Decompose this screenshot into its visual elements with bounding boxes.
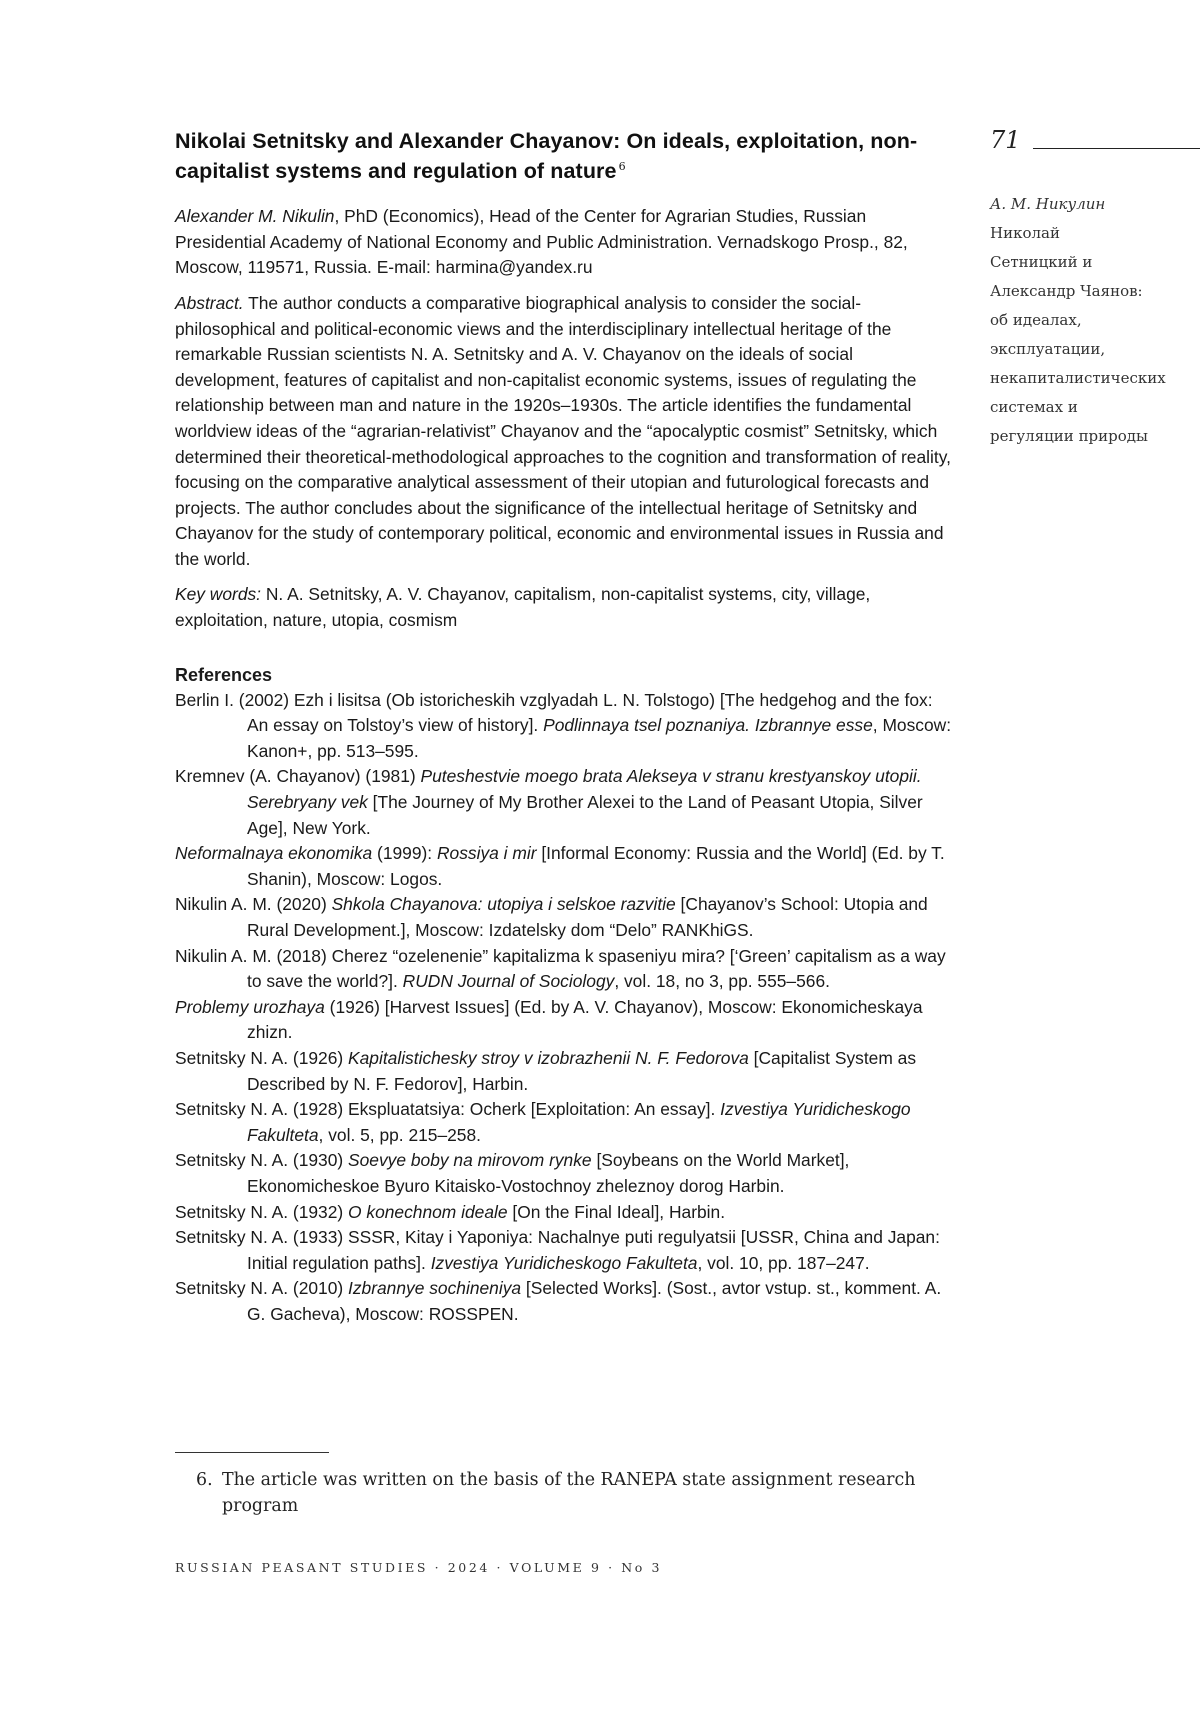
reference-item — [175, 995, 955, 1046]
ref-text: [Soybeans on the World Market], Ekonomicheskoe Byuro Kitaisko-Vostochnoy zheleznoy dorog Harbin. — [247, 1150, 850, 1196]
ref-title: Shkola Chayanova: utopiya i selskoe razvitie — [331, 894, 676, 915]
ref-text: Setnitsky N. A. (1932) — [175, 1201, 349, 1222]
reference-item — [175, 1097, 955, 1148]
keywords — [175, 582, 955, 633]
reference-item — [175, 1200, 955, 1226]
title-footnote-mark[interactable]: 6 — [618, 160, 626, 173]
ref-text: Setnitsky N. A. (1930) — [175, 1150, 349, 1171]
ref-text: [Selected Works]. (Sost., avtor vstup. st., komment. A. G. Gacheva), Moscow: ROSSPEN. — [247, 1278, 942, 1324]
ref-text: Nikulin A. M. (2020) — [175, 894, 332, 915]
ref-text: (1926) [Harvest Issues] (Ed. by A. V. Chayanov), Moscow: Ekonomicheskaya zhizn. — [247, 996, 923, 1043]
sidebar-russian-title — [990, 190, 1165, 451]
ref-title: Kapitalistichesky stroy v izobrazhenii N. F. Fedorova — [348, 1047, 749, 1068]
ref-text: Kremnev (A. Chayanov) (1981) — [175, 766, 421, 787]
reference-item — [175, 1225, 955, 1276]
footnote-divider — [175, 1452, 329, 1453]
ref-title: Puteshestvie moego brata Alekseya v stranu krestyanskoy utopii. Serebryany vek — [247, 766, 922, 813]
footnote — [196, 1467, 962, 1519]
ref-title: Soevye boby na mirovom rynke — [348, 1150, 592, 1171]
footnote-number: 6. — [196, 1470, 213, 1490]
ref-title: Rossiya i mir — [436, 843, 537, 864]
author-name: Alexander M. Nikulin — [175, 206, 335, 227]
reference-item — [175, 1046, 955, 1097]
reference-item — [175, 1148, 955, 1199]
reference-item — [175, 1276, 955, 1327]
ref-text: Setnitsky N. A. (2010) — [175, 1278, 349, 1299]
ref-text: , vol. 10, pp. 187–247. — [697, 1252, 870, 1273]
ref-title: Izvestiya Yuridicheskogo Fakulteta — [430, 1252, 698, 1273]
ref-text: Setnitsky N. A. (1933) SSSR, Kitay i Yaponiya: Nachalnye puti regulyatsii [USSR, China and Japan: Initial regulation paths]. — [175, 1227, 940, 1273]
footnote-text: The article was written on the basis of the RANEPA state assignment research program — [222, 1470, 916, 1516]
abstract-label: Abstract. — [175, 292, 244, 313]
ref-title: O konechnom ideale — [348, 1201, 508, 1222]
ref-text: [Chayanov’s School: Utopia and Rural Development.], Moscow: Izdatelsky dom “Delo” RANKhiGS. — [247, 894, 928, 940]
ref-text: , Moscow: Kanon+, pp. 513–595. — [247, 715, 952, 761]
ref-title: Podlinnaya tsel poznaniya. Izbrannye esse — [543, 715, 873, 736]
references-heading: References — [175, 664, 273, 685]
ref-title: Problemy urozhaya — [175, 996, 325, 1017]
abstract-text: The author conducts a comparative biographical analysis to consider the social-philosophical and political-economic views and the interdisciplinary intellectual heritage of the remarkable Russian scientists N. A. Setnitsky and A. V. Chayanov on the ideals of social development, features of capitalist and non-capitalist economic systems, issues of regulating the relationship between man and nature in the 1920s–1930s. The article identifies the fundamental worldview ideas of the “agrarian-relativist” Chayanov and the “apocalyptic cosmist” Setnitsky, which determined their theoretical-methodological approaches to the cognition and transformation of reality, focusing on the comparative analytical assessment of their utopian and futurological forecasts and projects. The author concludes about the significance of the intellectual heritage of Setnitsky and Chayanov for the study of contemporary political, economic and environmental issues in Russia and the world. — [175, 292, 951, 569]
ref-text: (1999): — [372, 843, 437, 864]
ref-text: [The Journey of My Brother Alexei to the Land of Peasant Utopia, Silver Age], New York. — [247, 792, 923, 838]
abstract — [175, 291, 955, 573]
ref-title: Izbrannye sochineniya — [348, 1278, 522, 1299]
ref-title: Neformalnaya ekonomika — [175, 843, 373, 864]
reference-item — [175, 841, 955, 892]
references-list — [175, 688, 955, 1328]
ref-text: [On the Final Ideal], Harbin. — [507, 1201, 726, 1222]
ref-text: , vol. 5, pp. 215–258. — [318, 1124, 481, 1145]
ref-text: , vol. 18, no 3, pp. 555–566. — [614, 971, 830, 992]
ref-text: Setnitsky N. A. (1926) — [175, 1047, 349, 1068]
author-details: , PhD (Economics), Head of the Center for Agrarian Studies, Russian Presidential Academy of National Economy and Public Administration. Vernadskogo Prosp., 82, Moscow, 119571, Russia. E-mail: harmina@yandex.ru — [175, 206, 908, 278]
article-title — [175, 128, 955, 184]
reference-item — [175, 688, 955, 765]
ref-text: Setnitsky N. A. (1928) Ekspluatatsiya: Ocherk [Exploitation: An essay]. — [175, 1099, 721, 1120]
ref-text: [Informal Economy: Russia and the World] (Ed. by T. Shanin), Moscow: Logos. — [247, 843, 945, 889]
article-body — [175, 128, 955, 1328]
journal-footer: RUSSIAN PEASANT STUDIES · 2024 · VOLUME 9 · No 3 — [175, 1560, 663, 1575]
sidebar-author: А. М. Никулин — [990, 195, 1106, 213]
ref-text: Berlin I. (2002) Ezh i lisitsa (Ob istoricheskih vzglyadah L. N. Tolstogo) [The hedgehog and the fox: An essay on Tolstoy’s view of history]. — [175, 689, 933, 736]
page-number: 71 — [990, 126, 1021, 154]
keywords-label: Key words: — [175, 584, 262, 605]
reference-item — [175, 764, 955, 841]
ref-text: [Capitalist System as Described by N. F. Fedorov], Harbin. — [247, 1047, 917, 1094]
ref-title: RUDN Journal of Sociology — [402, 971, 615, 992]
reference-item — [175, 892, 955, 943]
author-info — [175, 204, 955, 281]
reference-item — [175, 944, 955, 995]
ref-text: Nikulin A. M. (2018) Cherez “ozelenenie” kapitalizma k spaseniyu mira? [‘Green’ capitalism as a way to save the world?]. — [175, 945, 946, 992]
ref-title: Izvestiya Yuridicheskogo Fakulteta — [247, 1099, 911, 1145]
sidebar-title: Николай Сетницкий и Александр Чаянов: об идеалах, эксплуатации, некапиталистических системах и регуляции природы — [990, 224, 1166, 445]
keywords-text: N. A. Setnitsky, A. V. Chayanov, capitalism, non-capitalist systems, city, village, exploitation, nature, utopia, cosmism — [175, 584, 871, 631]
article-title-text: Nikolai Setnitsky and Alexander Chayanov: On ideals, exploitation, non-capitalist systems and regulation of nature — [175, 129, 918, 184]
page-number-rule — [1033, 148, 1200, 149]
